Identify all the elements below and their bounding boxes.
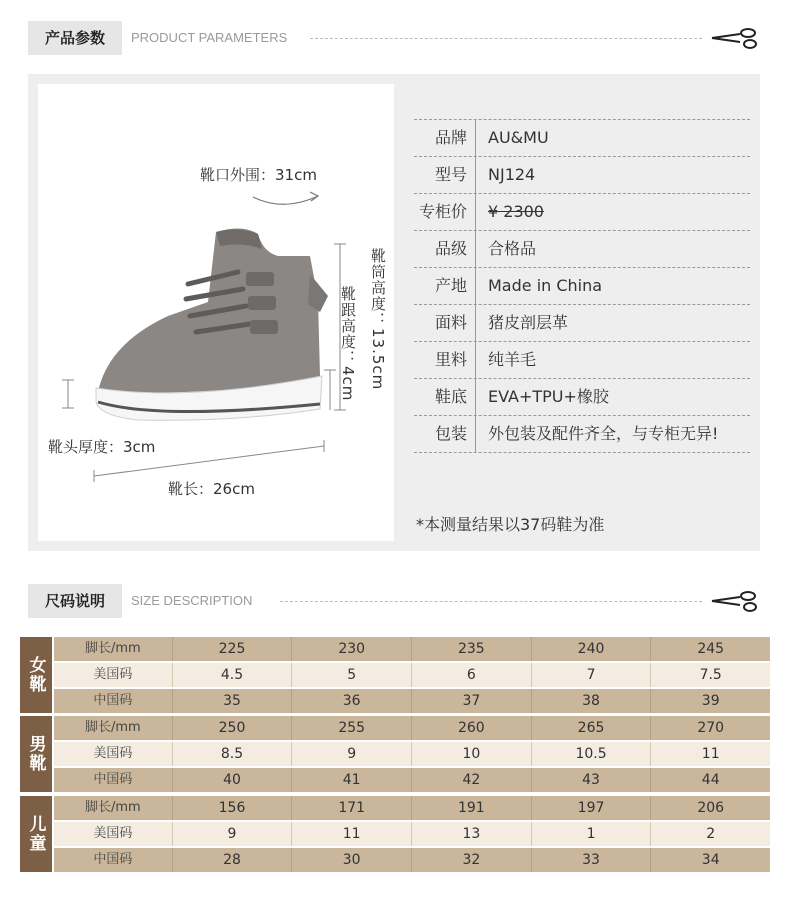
size-row — [54, 663, 770, 687]
size-cell: 9 — [292, 742, 412, 766]
header-divider — [280, 601, 702, 602]
size-group-label: 儿童 — [20, 796, 52, 872]
size-cell: 225 — [173, 637, 293, 661]
size-cell: 41 — [292, 768, 412, 792]
param-row — [414, 268, 750, 305]
param-key: 品牌 — [414, 120, 476, 156]
scissors-icon — [710, 26, 760, 50]
size-cell: 250 — [173, 716, 293, 740]
shaft-height-label: 靴筒高度：13.5cm — [369, 248, 387, 391]
size-cell: 7.5 — [699, 667, 722, 683]
size-group-label: 女靴 — [20, 637, 52, 713]
header-divider — [310, 38, 702, 39]
size-cell: 7 — [532, 663, 652, 687]
size-row-label: 脚长/mm — [54, 637, 173, 661]
param-value: Made in China — [488, 276, 603, 295]
toe-thickness-label: 靴头厚度：3cm — [48, 438, 156, 456]
size-cell: 245 — [697, 641, 725, 657]
size-cell: 40 — [173, 768, 293, 792]
size-cell: 5 — [292, 663, 412, 687]
size-section-header — [28, 584, 760, 618]
size-row-label: 脚长/mm — [54, 796, 173, 820]
size-cell: 260 — [412, 716, 532, 740]
size-cell: 9 — [173, 822, 293, 846]
params-section-header — [28, 21, 760, 55]
size-cell: 10 — [412, 742, 532, 766]
param-key: 品级 — [414, 231, 476, 267]
param-key: 型号 — [414, 157, 476, 193]
size-cell: 2 — [706, 826, 716, 842]
size-cell: 230 — [292, 637, 412, 661]
size-row-label: 脚长/mm — [54, 716, 173, 740]
size-cell: 33 — [532, 848, 652, 872]
param-value: 纯羊毛 — [488, 350, 537, 369]
param-row — [414, 119, 750, 157]
param-key: 包装 — [414, 416, 476, 452]
heel-height-label: 靴跟高度：4cm — [339, 286, 357, 402]
size-row-label: 中国码 — [54, 848, 173, 872]
size-cell: 34 — [701, 852, 720, 868]
shoe-diagram — [38, 84, 394, 541]
size-header-cn: 尺码说明 — [28, 584, 122, 618]
scissors-icon — [710, 589, 760, 613]
size-row — [54, 689, 770, 713]
size-cell: 11 — [292, 822, 412, 846]
size-cell: 32 — [412, 848, 532, 872]
size-cell: 43 — [532, 768, 652, 792]
param-value: 合格品 — [488, 239, 537, 258]
size-cell: 10.5 — [532, 742, 652, 766]
size-cell: 191 — [412, 796, 532, 820]
size-cell: 265 — [532, 716, 652, 740]
param-value: EVA+TPU+橡胶 — [488, 387, 609, 406]
length-label: 靴长：26cm — [168, 480, 255, 498]
size-row — [54, 848, 770, 872]
param-value: 外包装及配件齐全，与专柜无异! — [488, 424, 719, 443]
param-value: AU&MU — [488, 128, 549, 147]
size-cell: 6 — [412, 663, 532, 687]
param-value: 猪皮剖层革 — [488, 313, 569, 332]
size-cell: 4.5 — [173, 663, 293, 687]
size-cell: 35 — [173, 689, 293, 713]
param-key: 鞋底 — [414, 379, 476, 415]
size-cell: 270 — [697, 720, 725, 736]
size-cell: 42 — [412, 768, 532, 792]
size-cell: 197 — [532, 796, 652, 820]
size-row — [54, 796, 770, 820]
collar-circumference-label: 靴口外围：31cm — [200, 166, 317, 184]
size-cell: 1 — [532, 822, 652, 846]
size-cell: 8.5 — [173, 742, 293, 766]
size-cell: 44 — [701, 772, 720, 788]
size-cell: 171 — [292, 796, 412, 820]
size-table-men — [20, 716, 770, 792]
param-table — [414, 119, 750, 453]
param-key: 专柜价 — [414, 194, 476, 230]
size-cell: 13 — [412, 822, 532, 846]
size-row-label: 美国码 — [54, 663, 173, 687]
size-row — [54, 768, 770, 792]
param-value: ¥ 2300 — [488, 202, 544, 221]
size-cell: 36 — [292, 689, 412, 713]
measurement-footnote: *本测量结果以37码鞋为准 — [416, 515, 605, 534]
size-cell: 156 — [173, 796, 293, 820]
params-header-en: PRODUCT PARAMETERS — [131, 30, 288, 45]
size-cell: 37 — [412, 689, 532, 713]
size-row — [54, 716, 770, 740]
product-params-panel — [28, 74, 760, 551]
size-cell: 11 — [701, 746, 720, 762]
size-row-label: 美国码 — [54, 822, 173, 846]
size-cell: 28 — [173, 848, 293, 872]
size-cell: 38 — [532, 689, 652, 713]
size-row-label: 中国码 — [54, 689, 173, 713]
size-cell: 255 — [292, 716, 412, 740]
size-cell: 206 — [697, 800, 725, 816]
size-row-label: 美国码 — [54, 742, 173, 766]
param-row — [414, 194, 750, 231]
size-cell: 235 — [412, 637, 532, 661]
size-row-label: 中国码 — [54, 768, 173, 792]
param-key: 面料 — [414, 305, 476, 341]
param-row — [414, 379, 750, 416]
size-row — [54, 822, 770, 846]
param-key: 里料 — [414, 342, 476, 378]
size-cell: 39 — [701, 693, 720, 709]
param-row — [414, 342, 750, 379]
param-row — [414, 416, 750, 453]
params-header-cn: 产品参数 — [28, 21, 122, 55]
size-header-en: SIZE DESCRIPTION — [131, 593, 253, 608]
size-table-women — [20, 637, 770, 713]
size-cell: 30 — [292, 848, 412, 872]
size-cell: 240 — [532, 637, 652, 661]
size-group-label: 男靴 — [20, 716, 52, 792]
size-table-kids — [20, 796, 770, 872]
param-row — [414, 231, 750, 268]
param-row — [414, 305, 750, 342]
param-value: NJ124 — [488, 165, 536, 184]
size-row — [54, 637, 770, 661]
param-row — [414, 157, 750, 194]
param-key: 产地 — [414, 268, 476, 304]
size-row — [54, 742, 770, 766]
